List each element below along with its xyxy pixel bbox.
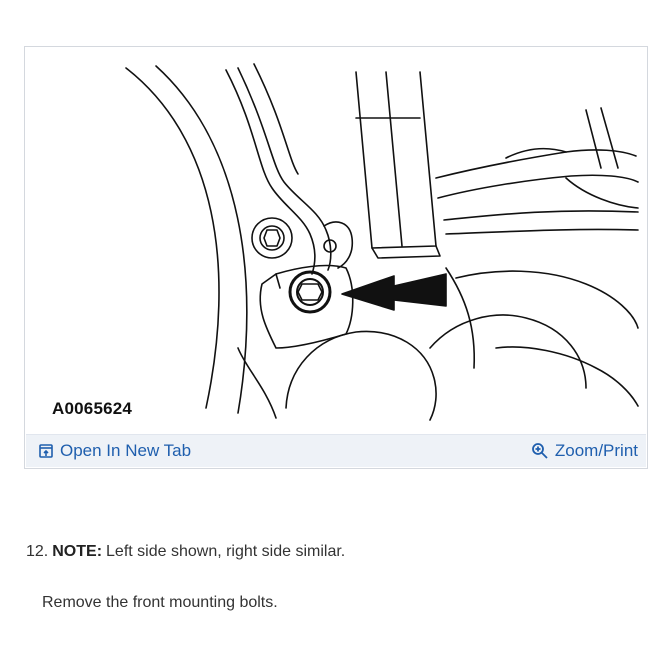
hex-head [298,284,322,300]
figure-id-label: A0065624 [52,399,133,418]
figure-toolbar [26,434,646,467]
bracket-line-3 [254,64,298,174]
step-number: 12. [26,543,49,560]
note-label: NOTE: [52,543,103,560]
outer-arc-line-2 [156,66,247,413]
hose-line [436,150,636,178]
strut-edge [386,72,402,246]
zoom-in-icon [531,442,549,460]
mounting-bolt-inner [297,279,323,305]
rod-line-2 [601,108,618,168]
indicator-arrow [342,274,446,310]
frame-line-3 [566,178,638,208]
lower-round-line-4 [496,347,638,406]
frame-line-2 [446,229,638,234]
outer-arc-line [126,68,219,408]
torx-socket [264,230,280,246]
instruction-text: Remove the front mounting bolts. [42,594,278,611]
figure-container [24,46,648,469]
technical-illustration [26,48,646,435]
open-in-new-tab-label: Open In New Tab [60,441,192,460]
lower-round-line-5 [446,268,474,368]
note-text: Left side shown, right side similar. [106,543,346,560]
plate-edge [276,274,280,288]
strut-outline [356,72,436,248]
upper-bolt-head [252,218,292,258]
lower-round-line [286,331,436,420]
step-line [26,543,345,561]
open-in-new-tab-link[interactable] [38,435,191,467]
zoom-print-link[interactable] [531,435,638,467]
lower-round-line-3 [456,271,638,328]
zoom-print-label: Zoom/Print [554,441,638,460]
open-in-new-tab-icon [38,443,54,459]
rod-line [586,110,601,168]
lower-round-line-2 [430,315,586,388]
lower-arc-line [238,348,276,418]
hose-line-2 [438,175,638,198]
boss-line [324,222,352,268]
frame-line [444,211,638,220]
